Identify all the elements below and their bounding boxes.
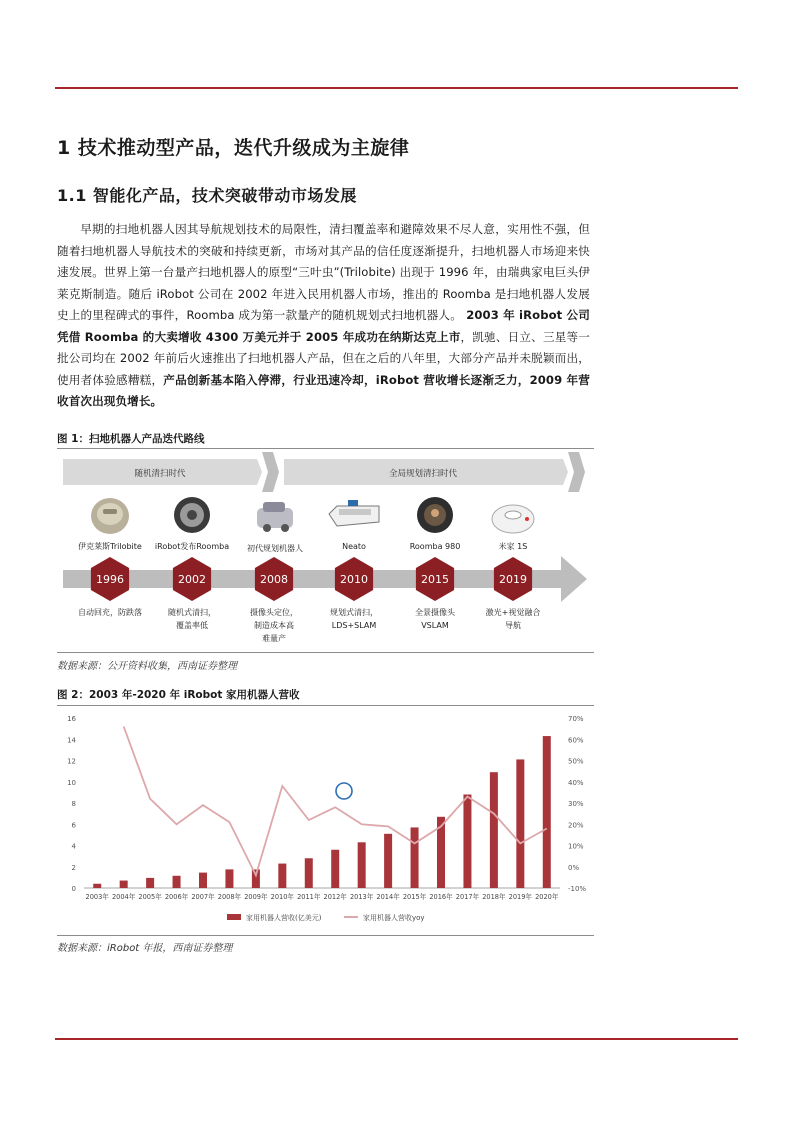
footer-rule xyxy=(55,1038,738,1040)
figure1-source: 数据来源：公开资料收集，西南证券整理 xyxy=(57,661,237,672)
phase-random-label: 随机清扫时代 xyxy=(134,469,186,479)
y-left-tick: 0 xyxy=(71,885,76,893)
phase-random-banner xyxy=(63,452,279,492)
revenue-bar xyxy=(225,869,233,888)
x-tick-label: 2015年 xyxy=(402,893,427,901)
product-label: Neato xyxy=(342,542,366,551)
year-label: 2015 xyxy=(421,573,449,586)
year-label: 2019 xyxy=(499,573,527,586)
roadmap-figure xyxy=(57,452,594,649)
x-tick-label: 2009年 xyxy=(244,893,268,901)
paragraph-bold: 产品创新基本陷入停滞，行业迅速冷却，iRobot 营收增长逐渐乏力，2009 年营收首次出现负增长。 xyxy=(57,372,590,408)
x-tick-label: 2018年 xyxy=(482,893,506,901)
y-left-tick: 16 xyxy=(67,715,76,723)
revenue-bar xyxy=(305,858,313,888)
y-left-tick: 14 xyxy=(67,736,76,745)
x-tick-label: 2003年 xyxy=(85,893,109,901)
revenue-bar xyxy=(463,795,471,889)
x-tick-label: 2010年 xyxy=(270,893,295,901)
milestone-desc-line: LDS+SLAM xyxy=(331,621,377,630)
milestone-desc-line: 导航 xyxy=(505,621,521,630)
revenue-bar xyxy=(146,878,154,888)
figure2-bottom-rule xyxy=(57,935,594,936)
x-tick-label: 2014年 xyxy=(376,893,400,901)
legend-line-label: 家用机器人营收yoy xyxy=(363,914,425,922)
year-label: 2010 xyxy=(340,573,368,586)
x-tick-label: 2005年 xyxy=(138,893,162,901)
x-tick-label: 2017年 xyxy=(455,893,480,901)
revenue-bar xyxy=(516,759,524,888)
y-left-tick: 4 xyxy=(71,842,76,851)
revenue-bar xyxy=(543,736,551,888)
y-right-tick: 0% xyxy=(568,863,580,872)
x-tick-label: 2016年 xyxy=(429,893,453,901)
y-right-tick: 20% xyxy=(568,821,584,830)
figure1-top-rule xyxy=(57,448,594,449)
y-right-tick: 70% xyxy=(568,715,584,723)
milestone-desc-line: VSLAM xyxy=(421,621,449,630)
mijia-1s-image xyxy=(492,505,534,533)
paragraph-bold: 2003 年 iRobot 公司凭借 Roomba 的大卖增收 4300 万美元并于 2005 年成功在纳斯达克上市 xyxy=(57,308,590,344)
y-left-tick: 10 xyxy=(67,778,76,787)
phase-global-banner xyxy=(284,452,585,492)
y-left-tick: 8 xyxy=(71,800,76,808)
product-label: 初代规划机器人 xyxy=(247,544,303,553)
paragraph-text: 早期的扫地机器人因其导航规划技术的局限性，清扫覆盖率和避障效果不尽人意，实用性不强，但随着扫地机器人导航技术的突破和持续更新，市场对其产品的信任度逐渐提升，扫地机器人市场迎来快速发展。世界上第一台量产扫地机器人的原型“三叶虫”(Trilobite) 出现于 1996 年，由瑞典家电巨头伊莱克斯制造。随后 iRobot 公司在 2002 年进入民用机器人市场，推出的 Roomba 是扫地机器人发展史上的里程碑式的事件，Roomba 成为第一款量产的随机规划式扫地机器人。 xyxy=(57,222,590,322)
year-label: 1996 xyxy=(96,573,124,586)
revenue-bar xyxy=(384,834,392,888)
x-tick-label: 2019年 xyxy=(508,893,533,901)
y-right-tick: 60% xyxy=(568,736,584,745)
revenue-bar xyxy=(173,876,181,888)
milestone-desc-line: 自动回充，防跌落 xyxy=(78,608,142,617)
y-right-tick: 40% xyxy=(568,778,584,787)
section-heading: 1 技术推动型产品，迭代升级成为主旋律 xyxy=(57,137,410,159)
milestone-desc-line: 制造成本高 xyxy=(254,621,294,630)
roomba-980-image xyxy=(417,497,453,533)
x-tick-label: 2004年 xyxy=(111,893,136,901)
figure1-bottom-rule xyxy=(57,652,594,653)
product-label: 米家 1S xyxy=(498,542,528,551)
y-right-tick: -10% xyxy=(568,885,587,893)
body-paragraph xyxy=(57,219,590,413)
phase-global-label: 全局规划清扫时代 xyxy=(388,469,458,479)
product-label: 伊克莱斯Trilobite xyxy=(78,542,142,551)
milestone-desc-line: 全景摄像头 xyxy=(415,608,455,617)
revenue-bar xyxy=(93,884,101,888)
x-tick-label: 2008年 xyxy=(217,893,242,901)
product-label: Roomba 980 xyxy=(409,542,461,551)
y-right-tick: 30% xyxy=(568,800,584,808)
x-tick-label: 2011年 xyxy=(297,893,321,901)
first-planning-robot-image xyxy=(257,502,293,532)
y-left-tick: 6 xyxy=(71,821,76,830)
y-right-tick: 50% xyxy=(568,757,584,766)
paragraph-text: ，凯驰、日立、三星等一批公司均在 2002 年前后火速推出了扫地机器人产品，但在之后的八年里，大部分产品并未脱颖而出，使用者体验感糟糕， xyxy=(57,329,590,387)
highlight-circle-marker xyxy=(336,783,352,799)
x-tick-label: 2007年 xyxy=(191,893,215,901)
trilobite-robot-image xyxy=(91,498,129,534)
year-label: 2008 xyxy=(260,573,288,586)
subsection-heading: 1.1 智能化产品，技术突破带动市场发展 xyxy=(57,186,357,205)
y-left-tick: 12 xyxy=(67,757,76,766)
milestone-desc-line: 规划式清扫， xyxy=(330,608,378,617)
revenue-bar xyxy=(358,842,366,888)
neato-robot-image xyxy=(329,500,379,526)
revenue-bar xyxy=(490,772,498,888)
revenue-bar xyxy=(120,881,128,888)
milestone-desc-line: 激光+视觉融合 xyxy=(485,608,541,617)
figure2-title: 图 2：2003 年-2020 年 iRobot 家用机器人营收 xyxy=(57,689,300,701)
milestone-desc-line: 覆盖率低 xyxy=(176,621,208,630)
revenue-chart xyxy=(57,707,594,932)
milestone-desc-line: 难量产 xyxy=(262,634,286,643)
milestone-desc-line: 摄像头定位， xyxy=(250,608,298,617)
y-left-tick: 2 xyxy=(71,863,76,872)
figure2-top-rule xyxy=(57,705,594,706)
revenue-bar xyxy=(199,873,207,888)
revenue-bar xyxy=(331,850,339,888)
x-tick-label: 2013年 xyxy=(349,893,374,901)
y-right-tick: 10% xyxy=(568,842,584,851)
figure2-source: 数据来源：iRobot 年报，西南证券整理 xyxy=(57,943,233,954)
x-tick-label: 2020年 xyxy=(535,893,559,901)
year-label: 2002 xyxy=(178,573,206,586)
milestone-desc-line: 随机式清扫， xyxy=(168,608,216,617)
legend-bar-label: 家用机器人营收(亿美元) xyxy=(246,914,322,922)
revenue-bar xyxy=(411,827,419,888)
revenue-bar xyxy=(278,864,286,888)
header-rule xyxy=(55,87,738,89)
legend-bar-swatch xyxy=(227,914,241,920)
product-label: iRobot发布Roomba xyxy=(154,542,230,551)
roomba-robot-image xyxy=(174,497,210,533)
x-tick-label: 2006年 xyxy=(164,893,189,901)
figure1-title: 图 1：扫地机器人产品迭代路线 xyxy=(57,433,205,445)
x-tick-label: 2012年 xyxy=(323,893,347,901)
